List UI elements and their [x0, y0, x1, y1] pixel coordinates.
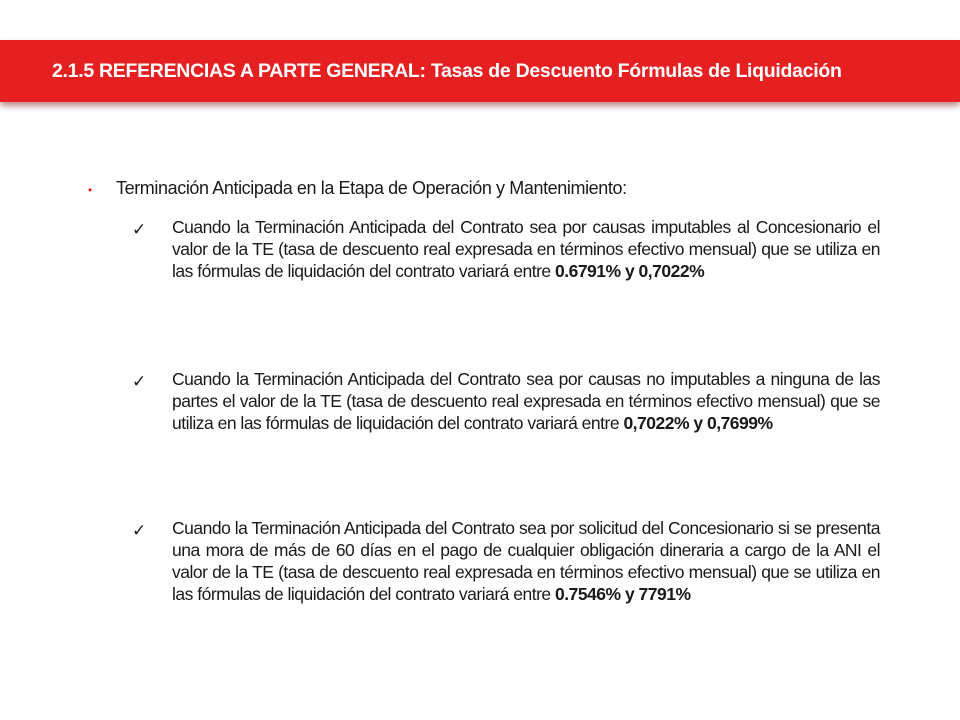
sub-bullet-body: Cuando la Terminación Anticipada del Contrato sea por solicitud del Concesionario si se presenta una mora de más de 60 días en el pago de cualquier obligación dineraria a cargo de la ANI el valor de la TE (tasa de descuento real expresada en términos efectivo mensual) que se utiliza en las fórmulas de liquidación del contrato variará entre	[172, 518, 880, 604]
sub-bullet-item	[132, 216, 880, 282]
title-banner	[0, 40, 960, 102]
sub-bullet-text	[172, 368, 880, 434]
main-bullet	[88, 178, 888, 199]
slide-title: 2.1.5 REFERENCIAS A PARTE GENERAL: Tasas de Descuento Fórmulas de Liquidación	[52, 60, 842, 82]
sub-bullet-item	[132, 517, 880, 605]
rate-range: 0.6791% y 0,7022%	[555, 261, 705, 281]
checkmark-icon: ✓	[132, 372, 147, 391]
checkmark-icon: ✓	[132, 220, 147, 239]
sub-bullet-text	[172, 216, 880, 282]
bullet-dot-icon: •	[88, 183, 93, 197]
sub-bullet-body: Cuando la Terminación Anticipada del Contrato sea por causas no imputables a ninguna de las partes el valor de la TE (tasa de descuento real expresada en términos efectivo mensual) que se utiliza en las fórmulas de liquidación del contrato variará entre	[172, 369, 880, 433]
sub-bullet-body: Cuando la Terminación Anticipada del Contrato sea por causas imputables al Concesionario el valor de la TE (tasa de descuento real expresada en términos efectivo mensual) que se utiliza en las fórmulas de liquidación del contrato variará entre	[172, 217, 880, 281]
rate-range: 0,7022% y 0,7699%	[623, 413, 773, 433]
rate-range: 0.7546% y 7791%	[555, 584, 691, 604]
sub-bullet-text	[172, 517, 880, 605]
sub-bullet-item	[132, 368, 880, 434]
main-bullet-text: Terminación Anticipada en la Etapa de Operación y Mantenimiento:	[116, 178, 627, 198]
checkmark-icon: ✓	[132, 521, 147, 540]
